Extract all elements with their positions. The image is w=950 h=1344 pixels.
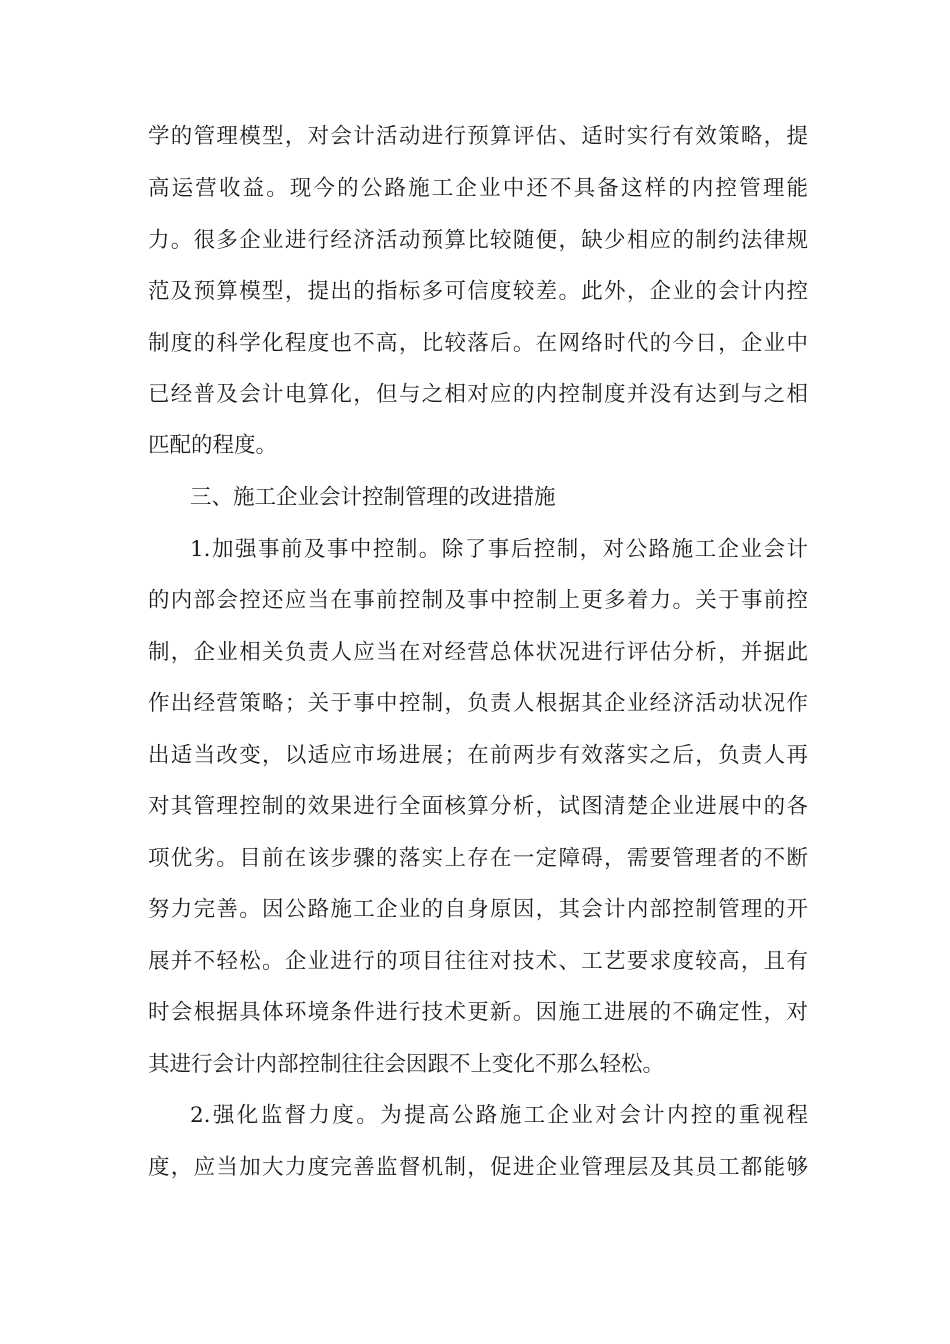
text-line: 展并不轻松。企业进行的项目往往对技术、工艺要求度较高，且有 — [148, 949, 808, 974]
text-line: 其进行会计内部控制往往会因跟不上变化不那么轻松。 — [148, 1052, 665, 1077]
text-line: 2.强化监督力度。为提高公路施工企业对会计内控的重视程 — [190, 1103, 808, 1128]
section-heading: 三、施工企业会计控制管理的改进措施 — [190, 485, 556, 510]
text-line: 时会根据具体环境条件进行技术更新。因施工进展的不确定性，对 — [148, 1000, 808, 1025]
text-line: 力。很多企业进行经济活动预算比较随便，缺少相应的制约法律规 — [148, 228, 808, 253]
text-line: 对其管理控制的效果进行全面核算分析，试图清楚企业进展中的各 — [148, 794, 808, 819]
text-line: 制，企业相关负责人应当在对经营总体状况进行评估分析，并据此 — [148, 640, 808, 665]
text-line: 的内部会控还应当在事前控制及事中控制上更多着力。关于事前控 — [148, 588, 808, 613]
text-line: 匹配的程度。 — [148, 433, 278, 458]
text-line: 出适当改变，以适应市场进展；在前两步有效落实之后，负责人再 — [148, 743, 808, 768]
text-line: 度，应当加大力度完善监督机制，促进企业管理层及其员工都能够 — [148, 1155, 808, 1180]
text-line: 1.加强事前及事中控制。除了事后控制，对公路施工企业会计 — [190, 537, 808, 562]
text-line: 学的管理模型，对会计活动进行预算评估、适时实行有效策略，提 — [148, 124, 808, 149]
text-line: 范及预算模型，提出的指标多可信度较差。此外，企业的会计内控 — [148, 279, 808, 304]
text-line: 作出经营策略；关于事中控制，负责人根据其企业经济活动状况作 — [148, 691, 808, 716]
text-line: 项优劣。目前在该步骤的落实上存在一定障碍，需要管理者的不断 — [148, 846, 808, 871]
text-line: 已经普及会计电算化，但与之相对应的内控制度并没有达到与之相 — [148, 382, 808, 407]
text-line: 努力完善。因公路施工企业的自身原因，其会计内部控制管理的开 — [148, 897, 808, 922]
text-line: 制度的科学化程度也不高，比较落后。在网络时代的今日，企业中 — [148, 331, 808, 356]
text-line: 高运营收益。现今的公路施工企业中还不具备这样的内控管理能 — [148, 176, 808, 201]
